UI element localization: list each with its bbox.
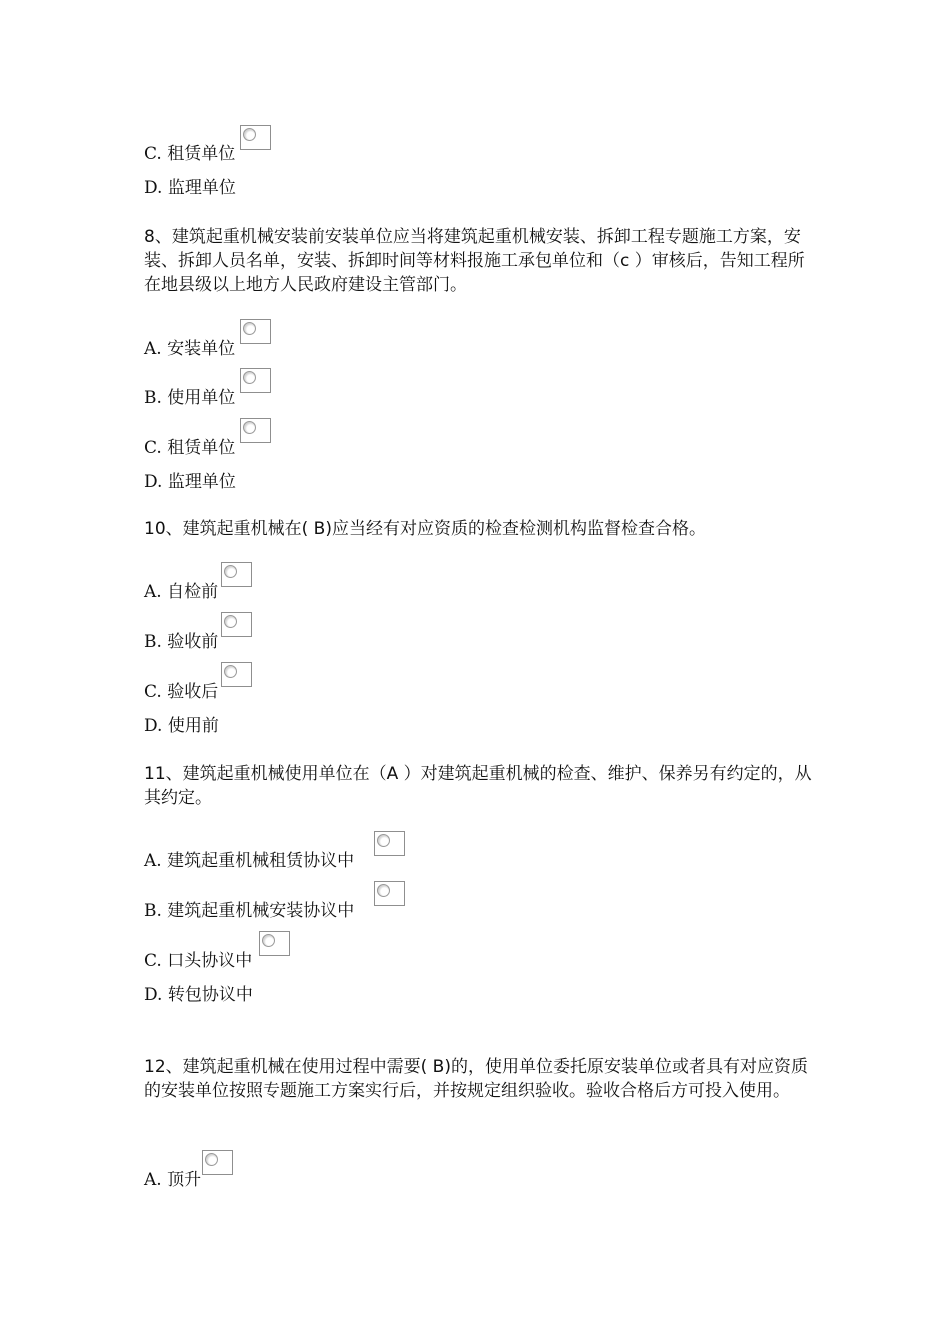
q8-option-c: C. 租赁单位 bbox=[144, 438, 236, 458]
q8-option-c-radio[interactable] bbox=[240, 418, 271, 443]
q11-option-b: B. 建筑起重机械安装协议中 bbox=[144, 901, 355, 921]
radio-icon bbox=[224, 615, 237, 628]
q11-stem: 11、建筑起重机械使用单位在（A ）对建筑起重机械的检查、维护、保养另有约定的，从其约定。 bbox=[144, 764, 812, 808]
q8-option-a-radio[interactable] bbox=[240, 319, 271, 344]
q8-option-d: D. 监理单位 bbox=[144, 472, 236, 492]
q10-option-d: D. 使用前 bbox=[144, 716, 219, 736]
radio-icon bbox=[243, 322, 256, 335]
q8-option-b-radio[interactable] bbox=[240, 368, 271, 393]
q10-option-b-radio[interactable] bbox=[221, 612, 252, 637]
radio-icon bbox=[243, 128, 256, 141]
q12-option-a: A. 顶升 bbox=[144, 1170, 202, 1190]
radio-icon bbox=[377, 834, 390, 847]
q11-option-a-radio[interactable] bbox=[374, 831, 405, 856]
radio-icon bbox=[243, 421, 256, 434]
q12-option-a-radio[interactable] bbox=[202, 1150, 233, 1175]
radio-icon bbox=[224, 665, 237, 678]
radio-icon bbox=[224, 565, 237, 578]
q8-stem: 8、建筑起重机械安装前安装单位应当将建筑起重机械安装、拆卸工程专题施工方案，安装、拆卸人员名单，安装、拆卸时间等材料报施工承包单位和（c ）审核后，告知工程所在地县级以上地方人民政府建设主管部门。 bbox=[144, 227, 805, 295]
q10-option-c-radio[interactable] bbox=[221, 662, 252, 687]
q10-option-a-radio[interactable] bbox=[221, 562, 252, 587]
q10-option-b: B. 验收前 bbox=[144, 632, 219, 652]
radio-icon bbox=[262, 934, 275, 947]
q11-option-c-radio[interactable] bbox=[259, 931, 290, 956]
q10-option-c: C. 验收后 bbox=[144, 682, 219, 702]
q11-option-c: C. 口头协议中 bbox=[144, 951, 253, 971]
q7-option-d: D. 监理单位 bbox=[144, 178, 236, 198]
q7-option-c-radio[interactable] bbox=[240, 125, 271, 150]
q12-stem: 12、建筑起重机械在使用过程中需要( B)的，使用单位委托原安装单位或者具有对应资质的安装单位按照专题施工方案实行后，并按规定组织验收。验收合格后方可投入使用。 bbox=[144, 1057, 808, 1101]
q8-option-b: B. 使用单位 bbox=[144, 388, 236, 408]
radio-icon bbox=[205, 1153, 218, 1166]
q7-option-c: C. 租赁单位 bbox=[144, 144, 236, 164]
radio-icon bbox=[243, 371, 256, 384]
q10-option-a: A. 自检前 bbox=[144, 582, 219, 602]
q11-option-d: D. 转包协议中 bbox=[144, 985, 253, 1005]
q10-stem: 10、建筑起重机械在( B)应当经有对应资质的检查检测机构监督检查合格。 bbox=[144, 519, 706, 539]
radio-icon bbox=[377, 884, 390, 897]
q8-option-a: A. 安装单位 bbox=[144, 339, 236, 359]
q11-option-a: A. 建筑起重机械租赁协议中 bbox=[144, 851, 355, 871]
q11-option-b-radio[interactable] bbox=[374, 881, 405, 906]
